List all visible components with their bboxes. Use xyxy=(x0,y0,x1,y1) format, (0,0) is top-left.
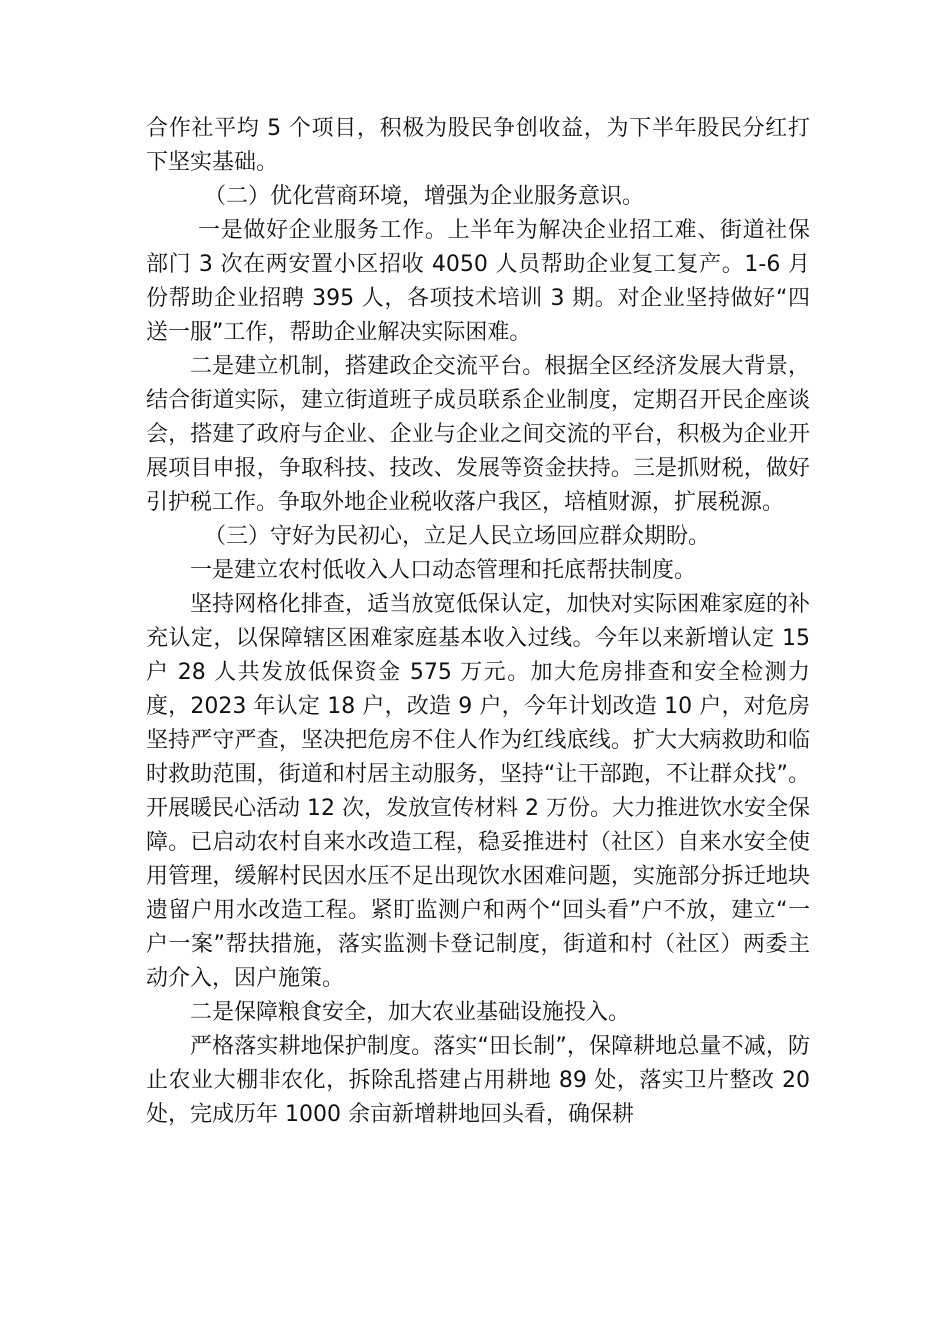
paragraph-government-enterprise-platform: 二是建立机制，搭建政企交流平台。根据全区经济发展大背景，结合街道实际，建立街道班子成员联系企业制度，定期召开民企座谈会，搭建了政府与企业、企业与企业之间交流的平台，积极为企业开展项目申报，争取科技、技改、发展等资金扶持。三是抓财税，做好引护税工作。争取外地企业税收落户我区，培植财源，扩展税源。 xyxy=(146,354,810,515)
heading-business-environment: （二）优化营商环境，增强为企业服务意识。 xyxy=(204,184,645,209)
paragraph-farmland-protection: 严格落实耕地保护制度。落实“田长制”，保障耕地总量不减，防止农业大棚非农化，拆除乱搭建占用耕地 89 处，落实卫片整改 20 处，完成历年 1000 余亩新增耕地回头看，确保耕 xyxy=(146,1034,810,1127)
paragraph-cooperative-projects: 合作社平均 5 个项目，积极为股民争创收益，为下半年股民分红打下坚实基础。 xyxy=(146,116,810,175)
paragraph-enterprise-service: 一是做好企业服务工作。上半年为解决企业招工难、街道社保部门 3 次在两安置小区招收 4050 人员帮助企业复工复产。1-6 月份帮助企业招聘 395 人，各项技术培训 3 期。对企业坚持做好“四送一服”工作，帮助企业解决实际困难。 xyxy=(146,218,810,345)
paragraph-food-security: 二是保障粮食安全，加大农业基础设施投入。 xyxy=(190,1000,631,1025)
heading-people-first: （三）守好为民初心，立足人民立场回应群众期盼。 xyxy=(204,524,711,549)
paragraph-low-income-management: 一是建立农村低收入人口动态管理和托底帮扶制度。 xyxy=(190,558,697,583)
document-body xyxy=(146,112,810,1132)
paragraph-grid-inspection: 坚持网格化排查，适当放宽低保认定，加快对实际困难家庭的补充认定，以保障辖区困难家庭基本收入过线。今年以来新增认定 15 户 28 人共发放低保资金 575 万元。加大危房排查和安全检测力度，2023 年认定 18 户，改造 9 户，今年计划改造 10 户，对危房坚持严守严查，坚决把危房不住人作为红线底线。扩大大病救助和临时救助范围，街道和村居主动服务，坚持“让干部跑，不让群众找”。开展暖民心活动 12 次，发放宣传材料 2 万份。大力推进饮水安全保障。已启动农村自来水改造工程，稳妥推进村（社区）自来水安全使用管理，缓解村民因水压不足出现饮水困难问题，实施部分拆迁地块遗留户用水改造工程。紧盯监测户和两个“回头看”户不放，建立“一户一案”帮扶措施，落实监测卡登记制度，街道和村（社区）两委主动介入，因户施策。 xyxy=(146,592,810,991)
